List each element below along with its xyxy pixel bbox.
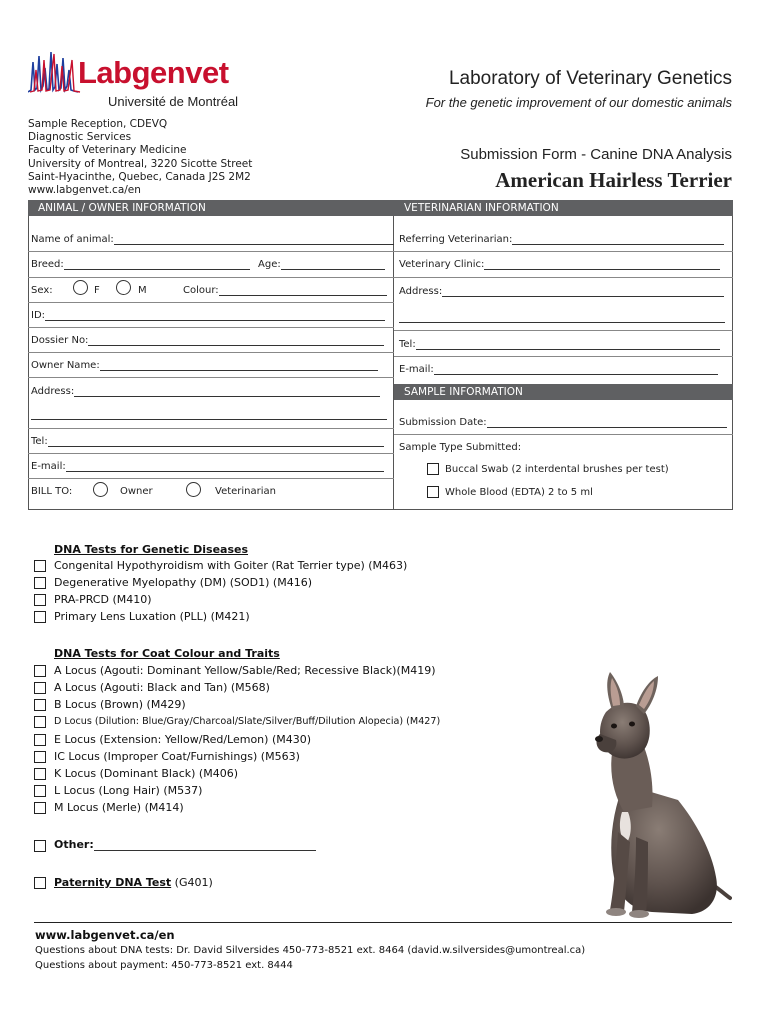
coat-test-label: L Locus (Long Hair) (M537) bbox=[54, 784, 203, 797]
hairless-terrier-dog-image bbox=[592, 672, 732, 922]
coat-tests-heading: DNA Tests for Coat Colour and Traits bbox=[54, 647, 280, 660]
owner-address-label: Address: bbox=[31, 386, 75, 397]
animal-owner-header: ANIMAL / OWNER INFORMATION bbox=[28, 200, 394, 216]
vet-email-field[interactable] bbox=[399, 364, 718, 375]
owner-address-line-2[interactable] bbox=[31, 409, 387, 420]
other-checkbox[interactable] bbox=[34, 840, 46, 852]
sex-label: Sex: bbox=[31, 285, 53, 296]
bill-to-label: BILL TO: bbox=[31, 486, 73, 497]
coat-test-label: B Locus (Brown) (M429) bbox=[54, 698, 186, 711]
coat-test-checkbox[interactable] bbox=[34, 716, 46, 728]
vet-email-label: E-mail: bbox=[399, 364, 434, 375]
disease-tests-heading: DNA Tests for Genetic Diseases bbox=[54, 543, 249, 556]
owner-tel-label: Tel: bbox=[31, 436, 48, 447]
owner-address-field[interactable] bbox=[31, 386, 380, 397]
logo-university: Université de Montréal bbox=[108, 94, 239, 109]
dossier-label: Dossier No: bbox=[31, 335, 89, 346]
disease-test-checkbox[interactable] bbox=[34, 594, 46, 606]
vet-clinic-label: Veterinary Clinic: bbox=[399, 259, 485, 270]
bill-owner-label: Owner bbox=[120, 486, 153, 497]
coat-test-label: K Locus (Dominant Black) (M406) bbox=[54, 767, 238, 780]
row-separator bbox=[28, 251, 394, 252]
footer-website[interactable]: www.labgenvet.ca/en bbox=[35, 928, 175, 942]
row-separator bbox=[394, 277, 733, 278]
age-label: Age: bbox=[258, 259, 281, 270]
form-title: Submission Form - Canine DNA Analysis bbox=[460, 146, 732, 163]
other-field[interactable] bbox=[54, 838, 316, 851]
id-field[interactable] bbox=[31, 310, 385, 321]
coat-test-label: A Locus (Agouti: Dominant Yellow/Sable/Red; Recessive Black)(M419) bbox=[54, 664, 436, 677]
bill-owner-radio[interactable] bbox=[93, 482, 108, 497]
row-separator bbox=[28, 453, 394, 454]
buccal-swab-checkbox[interactable] bbox=[427, 463, 439, 475]
owner-tel-field[interactable] bbox=[31, 436, 384, 447]
website-line: www.labgenvet.ca/en bbox=[28, 184, 141, 197]
sex-f-label: F bbox=[94, 285, 100, 296]
column-divider bbox=[393, 200, 394, 510]
referring-vet-label: Referring Veterinarian: bbox=[399, 234, 513, 245]
veterinarian-header: VETERINARIAN INFORMATION bbox=[394, 200, 733, 216]
referring-vet-field[interactable] bbox=[399, 234, 724, 245]
footer-payment-questions: Questions about payment: 450-773-8521 ext. 8444 bbox=[35, 960, 293, 971]
owner-email-label: E-mail: bbox=[31, 461, 66, 472]
paternity-code: (G401) bbox=[171, 876, 213, 889]
buccal-swab-label: Buccal Swab (2 interdental brushes per test) bbox=[445, 464, 669, 475]
logo-wordmark: Labgenvet bbox=[78, 55, 229, 90]
address-line: Sample Reception, CDEVQ bbox=[28, 118, 168, 130]
address-line: Saint-Hyacinthe, Quebec, Canada J2S 2M2 bbox=[28, 170, 251, 183]
age-field[interactable] bbox=[258, 259, 385, 270]
paternity-test-item bbox=[54, 876, 213, 889]
row-separator bbox=[28, 478, 394, 479]
whole-blood-checkbox[interactable] bbox=[427, 486, 439, 498]
disease-test-checkbox[interactable] bbox=[34, 577, 46, 589]
coat-test-label: E Locus (Extension: Yellow/Red/Lemon) (M430) bbox=[54, 733, 312, 746]
address-line: University of Montreal, 3220 Sicotte Street bbox=[28, 157, 253, 170]
row-separator bbox=[394, 356, 733, 357]
disease-test-label: Congenital Hypothyroidism with Goiter (Rat Terrier type) (M463) bbox=[54, 559, 408, 572]
submission-date-label: Submission Date: bbox=[399, 417, 487, 428]
address-line: Diagnostic Services bbox=[28, 131, 132, 144]
breed-label: Breed: bbox=[31, 259, 64, 270]
paternity-checkbox[interactable] bbox=[34, 877, 46, 889]
disease-test-checkbox[interactable] bbox=[34, 611, 46, 623]
disease-test-label: PRA-PRCD (M410) bbox=[54, 593, 152, 606]
row-separator bbox=[28, 377, 394, 378]
row-separator bbox=[28, 277, 394, 278]
coat-test-checkbox[interactable] bbox=[34, 768, 46, 780]
coat-test-label: IC Locus (Improper Coat/Furnishings) (M563) bbox=[54, 750, 300, 763]
sex-f-radio[interactable] bbox=[73, 280, 88, 295]
owner-name-label: Owner Name: bbox=[31, 360, 100, 371]
breed-field[interactable] bbox=[31, 259, 250, 270]
vet-tel-field[interactable] bbox=[399, 339, 720, 350]
owner-email-field[interactable] bbox=[31, 461, 384, 472]
colour-label: Colour: bbox=[183, 285, 219, 296]
breed-title: American Hairless Terrier bbox=[495, 168, 732, 192]
row-separator bbox=[394, 330, 733, 331]
coat-test-checkbox[interactable] bbox=[34, 751, 46, 763]
dossier-field[interactable] bbox=[31, 335, 384, 346]
coat-test-checkbox[interactable] bbox=[34, 665, 46, 677]
footer-dna-questions: Questions about DNA tests: Dr. David Silversides 450-773-8521 ext. 8464 (david.w.silversides@umontreal.ca) bbox=[35, 945, 586, 956]
row-separator bbox=[28, 302, 394, 303]
vet-tel-label: Tel: bbox=[399, 339, 416, 350]
vet-address-field[interactable] bbox=[399, 286, 724, 297]
coat-test-label: A Locus (Agouti: Black and Tan) (M568) bbox=[54, 681, 270, 694]
lab-title: Laboratory of Veterinary Genetics bbox=[448, 68, 732, 89]
sample-type-label: Sample Type Submitted: bbox=[399, 442, 522, 453]
vet-address-label: Address: bbox=[399, 286, 443, 297]
coat-test-checkbox[interactable] bbox=[34, 802, 46, 814]
dna-peaks-icon bbox=[28, 50, 84, 94]
coat-test-checkbox[interactable] bbox=[34, 785, 46, 797]
row-separator bbox=[394, 434, 733, 435]
colour-field[interactable] bbox=[183, 285, 387, 296]
sample-info-header: SAMPLE INFORMATION bbox=[394, 384, 733, 400]
footer-rule bbox=[34, 922, 732, 923]
coat-test-checkbox[interactable] bbox=[34, 734, 46, 746]
row-separator bbox=[28, 327, 394, 328]
other-label: Other: bbox=[54, 838, 94, 851]
sex-m-radio[interactable] bbox=[116, 280, 131, 295]
coat-test-checkbox[interactable] bbox=[34, 682, 46, 694]
owner-name-field[interactable] bbox=[31, 360, 378, 371]
disease-test-label: Degenerative Myelopathy (DM) (SOD1) (M416) bbox=[54, 576, 313, 589]
submission-date-field[interactable] bbox=[399, 417, 727, 428]
coat-test-checkbox[interactable] bbox=[34, 699, 46, 711]
address-line: Faculty of Veterinary Medicine bbox=[28, 144, 187, 157]
vet-clinic-field[interactable] bbox=[399, 259, 720, 270]
id-label: ID: bbox=[31, 310, 46, 321]
logo bbox=[28, 48, 243, 110]
coat-test-label: M Locus (Merle) (M414) bbox=[54, 801, 184, 814]
row-separator bbox=[28, 428, 394, 429]
coat-test-label: D Locus (Dilution: Blue/Gray/Charcoal/Slate/Silver/Buff/Dilution Alopecia) (M427) bbox=[54, 716, 441, 727]
bill-vet-radio[interactable] bbox=[186, 482, 201, 497]
disease-test-label: Primary Lens Luxation (PLL) (M421) bbox=[54, 610, 250, 623]
animal-name-field[interactable] bbox=[31, 234, 394, 245]
address-block bbox=[28, 118, 252, 197]
row-separator bbox=[28, 352, 394, 353]
animal-name-label: Name of animal: bbox=[31, 234, 114, 245]
paternity-label: Paternity DNA Test bbox=[54, 876, 172, 889]
vet-address-line-2[interactable] bbox=[399, 312, 725, 323]
lab-tagline: For the genetic improvement of our domestic animals bbox=[425, 95, 732, 110]
bill-vet-label: Veterinarian bbox=[215, 486, 277, 497]
disease-test-checkbox[interactable] bbox=[34, 560, 46, 572]
sex-m-label: M bbox=[138, 285, 147, 296]
row-separator bbox=[394, 251, 733, 252]
whole-blood-label: Whole Blood (EDTA) 2 to 5 ml bbox=[445, 487, 593, 498]
